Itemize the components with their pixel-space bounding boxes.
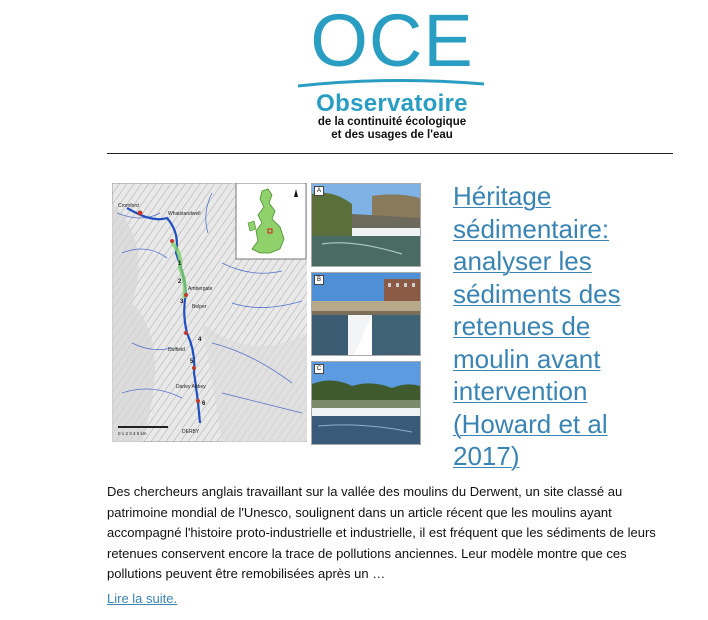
uk-inset-map bbox=[236, 183, 306, 259]
photo-label-c: C bbox=[314, 364, 324, 374]
map-label-belper: Belper bbox=[192, 304, 207, 310]
photo-b bbox=[311, 272, 421, 356]
map-graphic bbox=[112, 183, 308, 442]
read-more-link[interactable]: Lire la suite. bbox=[107, 591, 178, 606]
weir-photo-b bbox=[312, 273, 420, 355]
photo-c bbox=[311, 361, 421, 445]
header-divider bbox=[107, 153, 673, 154]
map-scale-label: 0 1 2 3 4 5 km bbox=[118, 431, 147, 436]
logo-subtitle-line2: et des usages de l'eau bbox=[331, 129, 453, 141]
map-num-4: 4 bbox=[198, 337, 202, 343]
article-excerpt: Des chercheurs anglais travaillant sur la vallée des moulins du Derwent, un site classé au patrimoine mondial de l'Unesco, soulignent dans un article récent que les moulins ayant accompagné l'histoire proto-industrielle et industrielle, il est fréquent que les sédiments de leurs retenues conservent encore la trace de pollutions anciennes. Leur modèle montre que ces pollutions peuvent être remobilisées après un … bbox=[107, 484, 656, 581]
photo-label-b: B bbox=[314, 275, 324, 285]
map-label-derby: DERBY bbox=[182, 429, 200, 435]
map-label-ambergate: Ambergate bbox=[188, 286, 213, 292]
map-num-6: 6 bbox=[202, 401, 206, 407]
map-label-duffield: Duffield bbox=[168, 347, 185, 353]
weir-photo-c bbox=[312, 362, 420, 444]
map-label-whatstandwell: Whatstandwell bbox=[168, 211, 201, 217]
logo-subtitle bbox=[292, 116, 492, 142]
photo-label-a: A bbox=[314, 186, 324, 196]
photo-a bbox=[311, 183, 421, 267]
logo-acronym: OCE bbox=[310, 0, 474, 82]
site-logo[interactable] bbox=[292, 0, 492, 144]
map-num-1: 1 bbox=[178, 261, 182, 267]
map-num-3: 3 bbox=[180, 299, 184, 305]
map-label-darley-abbey: Darley Abbey bbox=[176, 384, 206, 390]
logo-subtitle-line1: de la continuité écologique bbox=[317, 116, 467, 128]
map-num-2: 2 bbox=[178, 279, 182, 285]
study-area-map bbox=[112, 183, 308, 442]
map-num-5: 5 bbox=[190, 359, 194, 365]
logo-title: Observatoire bbox=[316, 90, 468, 117]
weir-photo-a bbox=[312, 184, 420, 266]
map-label-cromford: Cromford bbox=[118, 203, 139, 209]
article-headline-link[interactable]: Héritage sédimentaire: analyser les sédiments des retenues de moulin avant intervention (Howard et al 2017) bbox=[453, 181, 621, 471]
photo-strip bbox=[307, 183, 422, 447]
